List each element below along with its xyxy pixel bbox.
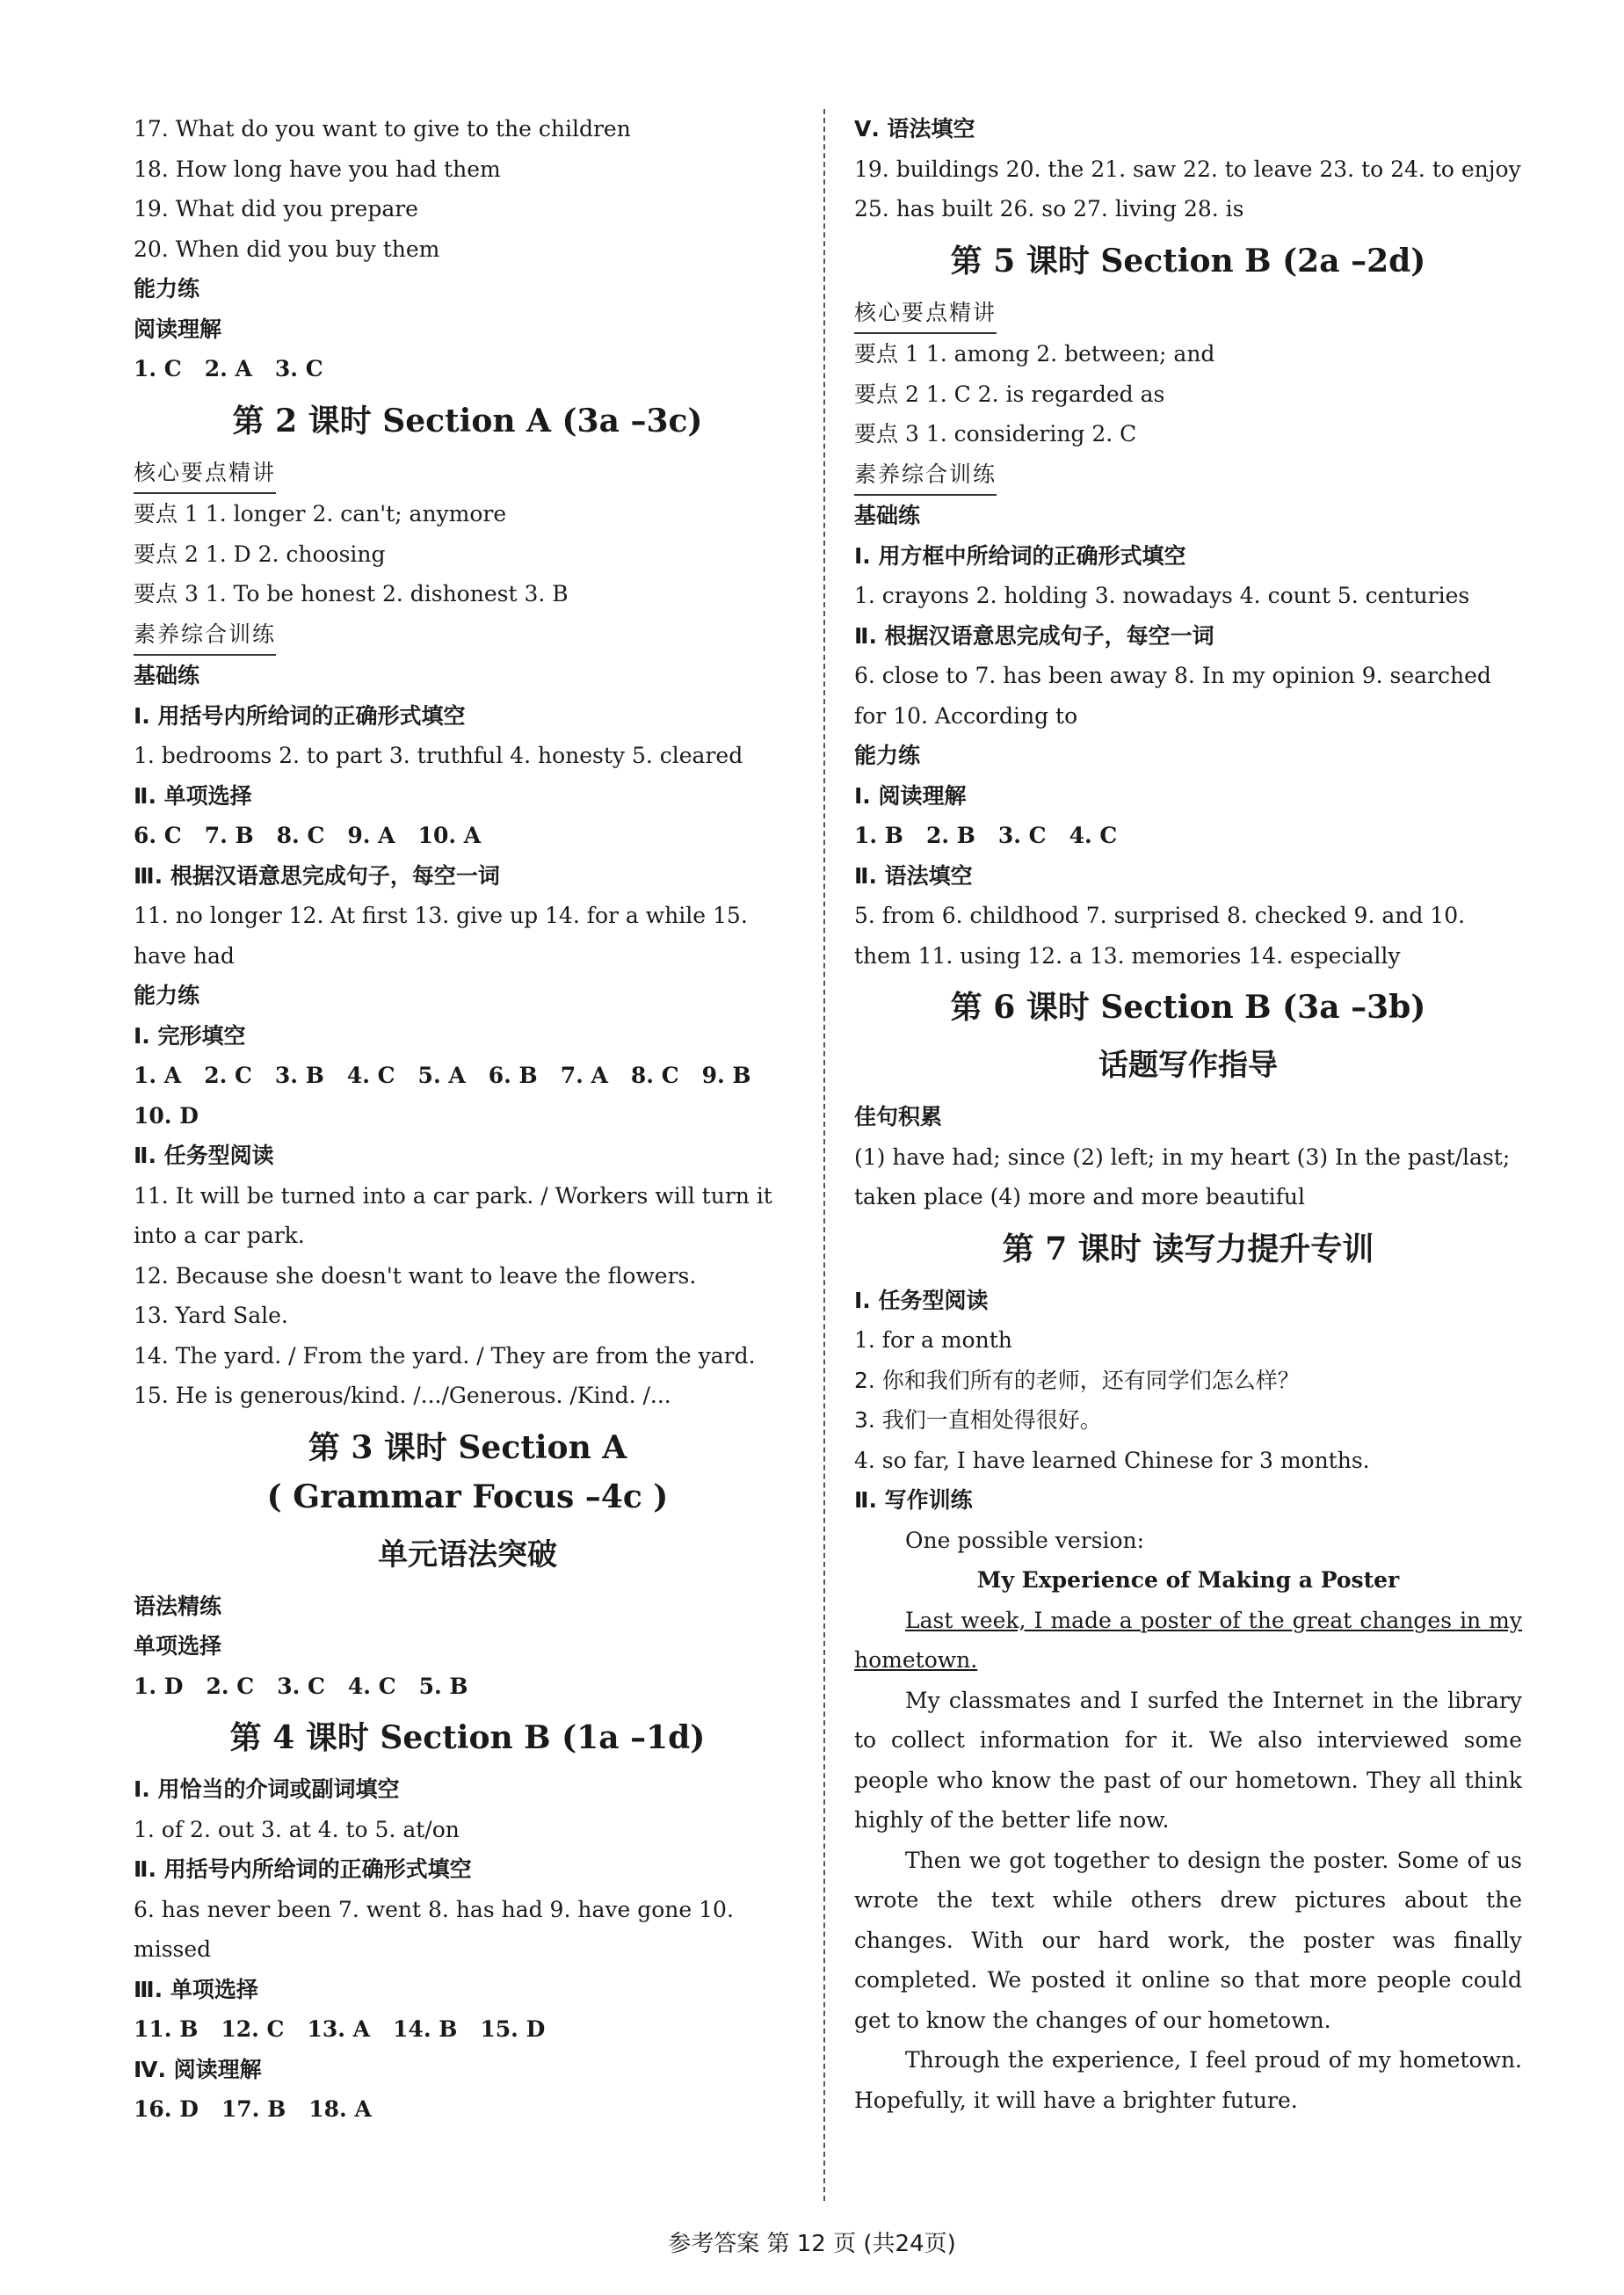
exercise-heading: Ⅲ. 单项选择 — [134, 1976, 258, 2002]
essay-paragraph: My classmates and I surfed the Internet in the library to collect information for it. We also interviewed some people who know the past of our hometown. They all think highly of the better life now. — [854, 1687, 1522, 1833]
answer-item: 4. C — [1069, 823, 1118, 848]
answer-row — [134, 816, 801, 856]
answer-line: 3. 我们一直相处得很好。 — [854, 1407, 1102, 1433]
answer-item: 4. C — [347, 1673, 396, 1699]
answer-line: 1. for a month — [854, 1327, 1012, 1353]
answer-line: 12. Because she doesn't want to leave the flowers. — [134, 1262, 697, 1289]
key-point: 要点 3 1. considering 2. C — [854, 421, 1137, 447]
answer-row — [134, 2089, 801, 2130]
section-subtitle: 单元语法突破 — [378, 1536, 557, 1572]
answer-item: 17. B — [221, 2096, 286, 2122]
exercise-heading: Ⅴ. 语法填空 — [854, 116, 975, 142]
training-label: 素养综合训练 — [854, 454, 997, 497]
essay-paragraph: Last week, I made a poster of the great changes in my hometown. — [854, 1607, 1522, 1673]
exercise-heading: Ⅰ. 阅读理解 — [854, 782, 967, 809]
key-point: 要点 1 1. among 2. between; and — [854, 341, 1215, 367]
answer-item: 6. C — [134, 823, 182, 848]
answer-line: 6. close to 7. has been away 8. In my opinion 9. searched for 10. According to — [854, 663, 1491, 729]
exercise-heading: Ⅱ. 用括号内所给词的正确形式填空 — [134, 1856, 472, 1882]
answer-item: 3. B — [274, 1063, 324, 1088]
answer-item: 10. A — [417, 823, 482, 848]
answer-line: 2. 你和我们所有的老师，还有同学们怎么样？ — [854, 1367, 1300, 1393]
left-column — [134, 109, 801, 2130]
answer-item: 3. C — [277, 1673, 325, 1699]
answer-line: 1. bedrooms 2. to part 3. truthful 4. honesty 5. cleared — [134, 743, 743, 768]
column-divider — [823, 109, 825, 2201]
section-label: 能力练 — [134, 983, 200, 1008]
answer-line: (1) have had; since (2) left; in my heart (3) In the past/last; taken place (4) more and more beautiful — [854, 1144, 1511, 1209]
section-label: 能力练 — [134, 276, 200, 301]
answer-item: 1. B — [854, 823, 903, 848]
answer-row — [134, 2009, 801, 2050]
answer-line: 4. so far, I have learned Chinese for 3 months. — [854, 1447, 1370, 1473]
answer-item: 13. A — [307, 2016, 371, 2042]
exercise-heading: 单项选择 — [134, 1633, 222, 1659]
exercise-heading: Ⅱ. 根据汉语意思完成句子，每空一词 — [854, 622, 1214, 649]
answer-line: 13. Yard Sale. — [134, 1303, 288, 1328]
section-label: 阅读理解 — [134, 316, 222, 342]
training-label: 素养综合训练 — [134, 614, 276, 657]
answer-item: 18. A — [308, 2096, 372, 2122]
answer-line: 20. When did you buy them — [134, 236, 440, 262]
answer-item: 3. C — [274, 356, 323, 381]
page-footer: 参考答案 第 12 页 (共24页) — [668, 2231, 956, 2257]
answer-item: 8. C — [276, 823, 325, 848]
section-subtitle: 话题写作指导 — [1098, 1048, 1278, 1083]
answer-row — [134, 349, 801, 389]
answer-line: 19. buildings 20. the 21. saw 22. to leave 23. to 24. to enjoy 25. has built 26. so 27. living 28. is — [854, 156, 1521, 222]
key-points-label: 核心要点精讲 — [134, 453, 276, 495]
version-note: One possible version: — [905, 1527, 1145, 1553]
exercise-heading: Ⅲ. 根据汉语意思完成句子，每空一词 — [134, 862, 500, 889]
answer-line: 17. What do you want to give to the children — [134, 116, 631, 142]
key-points-label: 核心要点精讲 — [854, 293, 997, 335]
key-point: 要点 2 1. C 2. is regarded as — [854, 381, 1165, 407]
answer-item: 2. C — [206, 1673, 255, 1699]
answer-item: 1. C — [134, 356, 182, 381]
lesson-title: 第 6 课时 Section B (3a –3b) — [950, 989, 1426, 1026]
answer-row — [134, 1056, 801, 1136]
answer-item: 11. B — [134, 2016, 199, 2042]
essay-title: My Experience of Making a Poster — [976, 1567, 1400, 1593]
answer-item: 2. C — [204, 1063, 252, 1088]
answer-line: 19. What did you prepare — [134, 196, 418, 222]
answer-item: 9. B — [701, 1063, 751, 1088]
answer-item: 6. B — [488, 1063, 538, 1088]
lesson-title: 第 5 课时 Section B (2a –2d) — [950, 242, 1426, 280]
answer-item: 7. B — [204, 823, 254, 848]
lesson-title: 第 7 课时 读写力提升专训 — [1002, 1230, 1374, 1267]
answer-item: 7. A — [560, 1063, 608, 1088]
answer-item: 15. D — [480, 2016, 546, 2042]
answer-item: 8. C — [630, 1063, 679, 1088]
section-label: 能力练 — [854, 743, 921, 768]
answer-line: 11. no longer 12. At first 13. give up 14. for a while 15. have had — [134, 903, 748, 969]
answer-item: 16. D — [134, 2096, 199, 2122]
answer-item: 2. B — [925, 823, 975, 848]
exercise-heading: Ⅰ. 任务型阅读 — [854, 1287, 989, 1313]
lesson-title: 第 3 课时 Section A — [308, 1428, 627, 1466]
key-point: 要点 1 1. longer 2. can't; anymore — [134, 501, 507, 527]
exercise-heading: Ⅱ. 写作训练 — [854, 1487, 973, 1513]
answer-item: 5. B — [418, 1673, 468, 1699]
lesson-title: 第 4 课时 Section B (1a –1d) — [229, 1719, 706, 1756]
answer-item: 2. A — [204, 356, 252, 381]
section-label: 基础练 — [854, 503, 921, 528]
exercise-heading: Ⅱ. 单项选择 — [134, 782, 252, 809]
answer-item: 4. C — [346, 1063, 395, 1088]
answer-item: 5. A — [417, 1063, 466, 1088]
section-label: 语法精练 — [134, 1593, 222, 1619]
essay-paragraph: Through the experience, I feel proud of my hometown. Hopefully, it will have a brighter future. — [854, 2047, 1522, 2113]
answer-line: 1. of 2. out 3. at 4. to 5. at/on — [134, 1816, 460, 1842]
answer-item: 1. A — [134, 1063, 182, 1088]
answer-line: 1. crayons 2. holding 3. nowadays 4. count 5. centuries — [854, 583, 1470, 608]
exercise-heading: Ⅱ. 语法填空 — [854, 862, 973, 889]
lesson-subtitle: ( Grammar Focus –4c ) — [266, 1478, 669, 1515]
answer-row — [854, 816, 1522, 856]
essay-paragraph: Then we got together to design the poster. Some of us wrote the text while others drew pictures about the changes. With our hard work, the poster was finally completed. We posted it online so that more people could get to know the changes of our hometown. — [854, 1847, 1522, 2033]
key-point: 要点 2 1. D 2. choosing — [134, 541, 386, 567]
right-column — [854, 109, 1522, 2120]
exercise-heading: Ⅰ. 用括号内所给词的正确形式填空 — [134, 702, 466, 729]
lesson-title: 第 2 课时 Section A (3a –3c) — [232, 402, 703, 439]
answer-line: 14. The yard. / From the yard. / They are from the yard. — [134, 1342, 756, 1369]
key-point: 要点 3 1. To be honest 2. dishonest 3. B — [134, 581, 569, 606]
answer-row — [134, 1667, 801, 1707]
answer-item: 9. A — [347, 823, 395, 848]
answer-line: 5. from 6. childhood 7. surprised 8. checked 9. and 10. them 11. using 12. a 13. memories 14. especially — [854, 903, 1466, 969]
answer-item: 12. C — [221, 2016, 285, 2042]
answer-line: 18. How long have you had them — [134, 156, 501, 182]
answer-item: 10. D — [134, 1102, 199, 1129]
answer-item: 14. B — [393, 2016, 458, 2042]
exercise-heading: Ⅰ. 用恰当的介词或副词填空 — [134, 1776, 400, 1802]
section-label: 基础练 — [134, 663, 200, 688]
answer-line: 15. He is generous/kind. /.../Generous. /Kind. /... — [134, 1383, 671, 1408]
answer-line: 11. It will be turned into a car park. / Workers will turn it into a car park. — [134, 1182, 772, 1248]
exercise-heading: Ⅱ. 任务型阅读 — [134, 1143, 274, 1168]
answer-item: 1. D — [134, 1673, 184, 1699]
answer-item: 3. C — [997, 823, 1047, 848]
exercise-heading: Ⅰ. 完形填空 — [134, 1022, 246, 1049]
exercise-heading: Ⅰ. 用方框中所给词的正确形式填空 — [854, 542, 1186, 569]
section-label: 佳句积累 — [854, 1104, 943, 1129]
exercise-heading: Ⅳ. 阅读理解 — [134, 2056, 262, 2082]
answer-line: 6. has never been 7. went 8. has had 9. have gone 10. missed — [134, 1896, 734, 1962]
